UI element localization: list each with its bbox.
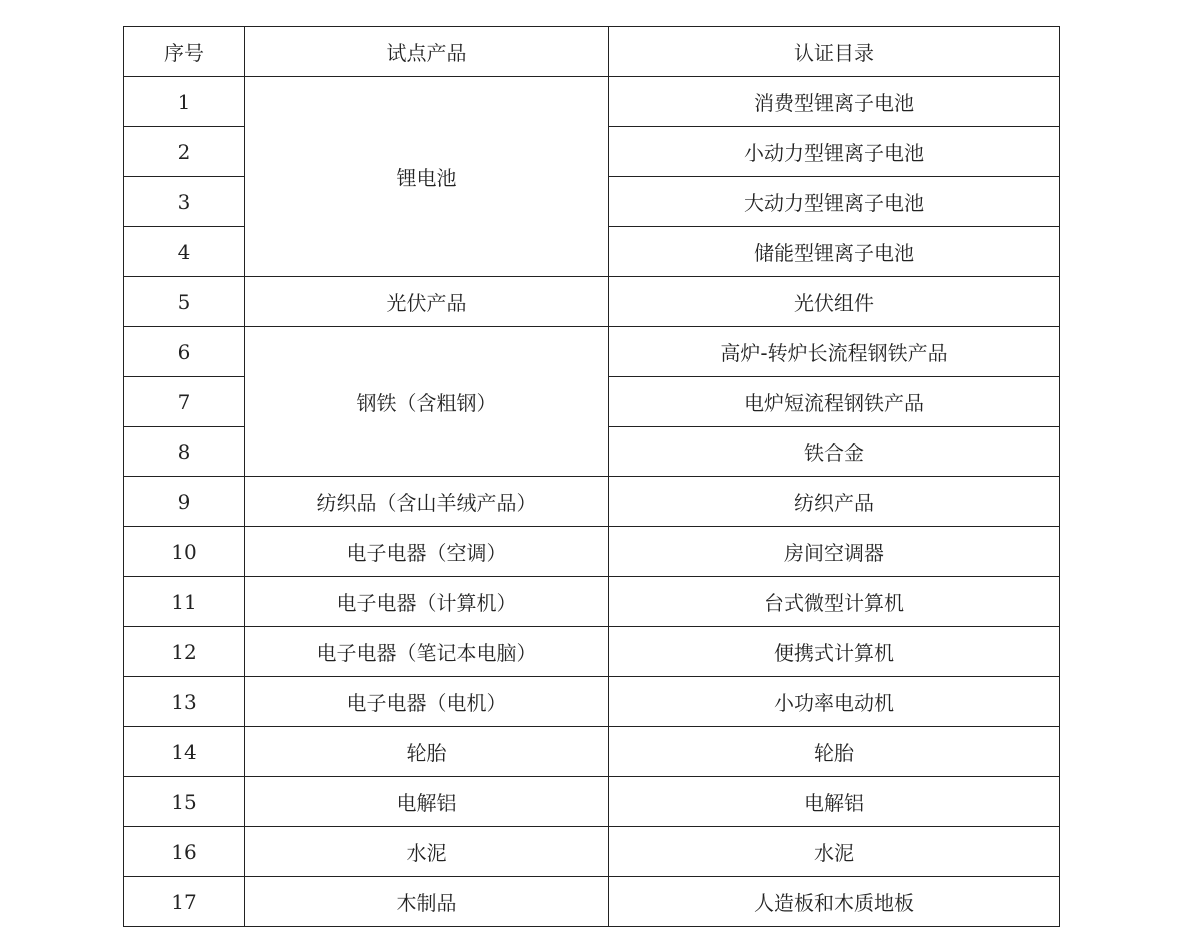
table-row xyxy=(124,527,1060,577)
row-catalog: 轮胎 xyxy=(609,727,1060,777)
row-catalog: 光伏组件 xyxy=(609,277,1060,327)
row-no: 6 xyxy=(124,327,245,377)
row-no: 14 xyxy=(124,727,245,777)
row-no: 3 xyxy=(124,177,245,227)
table-header-row xyxy=(124,27,1060,77)
row-no: 13 xyxy=(124,677,245,727)
row-product: 水泥 xyxy=(245,827,609,877)
header-catalog: 认证目录 xyxy=(609,27,1060,77)
row-no: 9 xyxy=(124,477,245,527)
row-catalog: 消费型锂离子电池 xyxy=(609,77,1060,127)
row-catalog: 房间空调器 xyxy=(609,527,1060,577)
row-catalog: 高炉-转炉长流程钢铁产品 xyxy=(609,327,1060,377)
row-product: 纺织品（含山羊绒产品） xyxy=(245,477,609,527)
row-no: 2 xyxy=(124,127,245,177)
table-row xyxy=(124,327,1060,377)
row-product: 轮胎 xyxy=(245,727,609,777)
row-product: 电子电器（笔记本电脑） xyxy=(245,627,609,677)
table-row xyxy=(124,677,1060,727)
row-no: 12 xyxy=(124,627,245,677)
table-row xyxy=(124,277,1060,327)
row-catalog: 电解铝 xyxy=(609,777,1060,827)
row-no: 1 xyxy=(124,77,245,127)
row-no: 4 xyxy=(124,227,245,277)
row-no: 7 xyxy=(124,377,245,427)
table-row xyxy=(124,477,1060,527)
row-catalog: 台式微型计算机 xyxy=(609,577,1060,627)
row-no: 10 xyxy=(124,527,245,577)
row-product: 锂电池 xyxy=(245,77,609,277)
row-no: 16 xyxy=(124,827,245,877)
row-catalog: 铁合金 xyxy=(609,427,1060,477)
row-no: 11 xyxy=(124,577,245,627)
row-catalog: 水泥 xyxy=(609,827,1060,877)
table-row xyxy=(124,577,1060,627)
table-row xyxy=(124,827,1060,877)
row-catalog: 人造板和木质地板 xyxy=(609,877,1060,927)
row-product: 电子电器（电机） xyxy=(245,677,609,727)
row-no: 8 xyxy=(124,427,245,477)
row-catalog: 电炉短流程钢铁产品 xyxy=(609,377,1060,427)
row-product: 木制品 xyxy=(245,877,609,927)
row-catalog: 小功率电动机 xyxy=(609,677,1060,727)
row-catalog: 储能型锂离子电池 xyxy=(609,227,1060,277)
row-catalog: 大动力型锂离子电池 xyxy=(609,177,1060,227)
row-catalog: 小动力型锂离子电池 xyxy=(609,127,1060,177)
row-product: 电解铝 xyxy=(245,777,609,827)
header-product: 试点产品 xyxy=(245,27,609,77)
header-no: 序号 xyxy=(124,27,245,77)
table-row xyxy=(124,727,1060,777)
table-row xyxy=(124,77,1060,127)
row-catalog: 便携式计算机 xyxy=(609,627,1060,677)
table-row xyxy=(124,627,1060,677)
row-product: 电子电器（计算机） xyxy=(245,577,609,627)
row-product: 钢铁（含粗钢） xyxy=(245,327,609,477)
row-no: 15 xyxy=(124,777,245,827)
row-no: 5 xyxy=(124,277,245,327)
row-product: 光伏产品 xyxy=(245,277,609,327)
row-product: 电子电器（空调） xyxy=(245,527,609,577)
table-row xyxy=(124,777,1060,827)
pilot-product-table xyxy=(123,26,1060,927)
row-no: 17 xyxy=(124,877,245,927)
table-row xyxy=(124,877,1060,927)
row-catalog: 纺织产品 xyxy=(609,477,1060,527)
